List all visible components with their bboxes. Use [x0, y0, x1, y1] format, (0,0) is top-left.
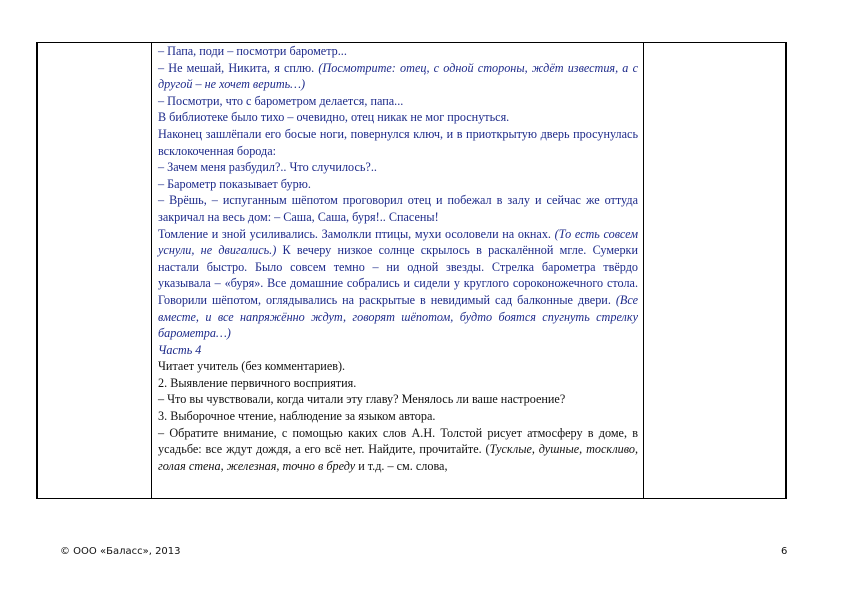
table-left-border: [36, 42, 38, 499]
footer-copyright: © ООО «Баласс», 2013: [60, 546, 181, 557]
column-divider-1: [151, 42, 152, 499]
question-feelings: – Что вы чувствовали, когда читали эту главу? Менялось ли ваше настроение?: [158, 392, 566, 407]
step-3: 3. Выборочное чтение, наблюдение за языком автора.: [158, 409, 436, 424]
teacher-reads: Читает учитель (без комментариев).: [158, 359, 346, 374]
line-papa: – Папа, поди – посмотри барометр...: [158, 44, 347, 58]
line-barometr: – Барометр показывает бурю.: [158, 176, 311, 191]
table-right-border: [785, 42, 787, 499]
line-nakonets: Наконец зашлёпали его босые ноги, повернулся ключ, и в приоткрытую дверь просунулась всклокоченная борода:: [158, 126, 638, 158]
line-posmotri: – Посмотри, что с барометром делается, папа...: [158, 93, 404, 108]
page-number: 6: [781, 546, 788, 557]
line-vryosh: – Врёшь, – испуганным шёпотом проговорил отец и побежал в залу и сейчас же оттуда закричал на весь дом: – Саша, Саша, буря!.. Спасены!: [158, 193, 638, 224]
table-bottom-border: [36, 498, 787, 499]
line-biblioteka: В библиотеке было тихо – очевидно, отец никак не мог проснуться.: [158, 110, 510, 125]
paragraph-tolstoy: – Обратите внимание, с помощью каких слов А.Н. Толстой рисует атмосферу в доме, в усадьбе: все ждут дождя, а его всё нет. Найдите, прочитайте. (Тусклые, душные, тоскливо, голая стена, железная, точно в бреду и т.д. – см. слова,: [158, 425, 638, 473]
paragraph-tomlenie: Томление и зной усиливались. Замолкли птицы, мухи осоловели на окнах. (То есть совсем уснули, не двигались.) К вечеру низкое солнце скрылось в раскалённой мгле. Сумерки настали быстро. Было совсем темно – ни одной звезды. Стрелка барометра твёрдо указывала – «буря». Все домашние собрались и сидели у круглого сороконожечного стола. Говорили шёпотом, оглядывались на раскрытые в невидимый сад балконные двери. (Все вместе, и все напряжённо ждут, говорят шёпотом, будто боятся спугнуть стрелку барометра…): [158, 226, 638, 341]
part-heading: Часть 4: [158, 342, 202, 357]
step-2: 2. Выявление первичного восприятия.: [158, 375, 357, 390]
column-divider-2: [643, 42, 644, 499]
line-ne-meshai: – Не мешай, Никита, я сплю. (Посмотрите: отец, с одной стороны, ждёт известия, а с другой – не хочет верить…): [158, 60, 638, 92]
line-zachem: – Зачем меня разбудил?.. Что случилось?..: [158, 160, 377, 175]
lesson-text: [158, 43, 638, 474]
